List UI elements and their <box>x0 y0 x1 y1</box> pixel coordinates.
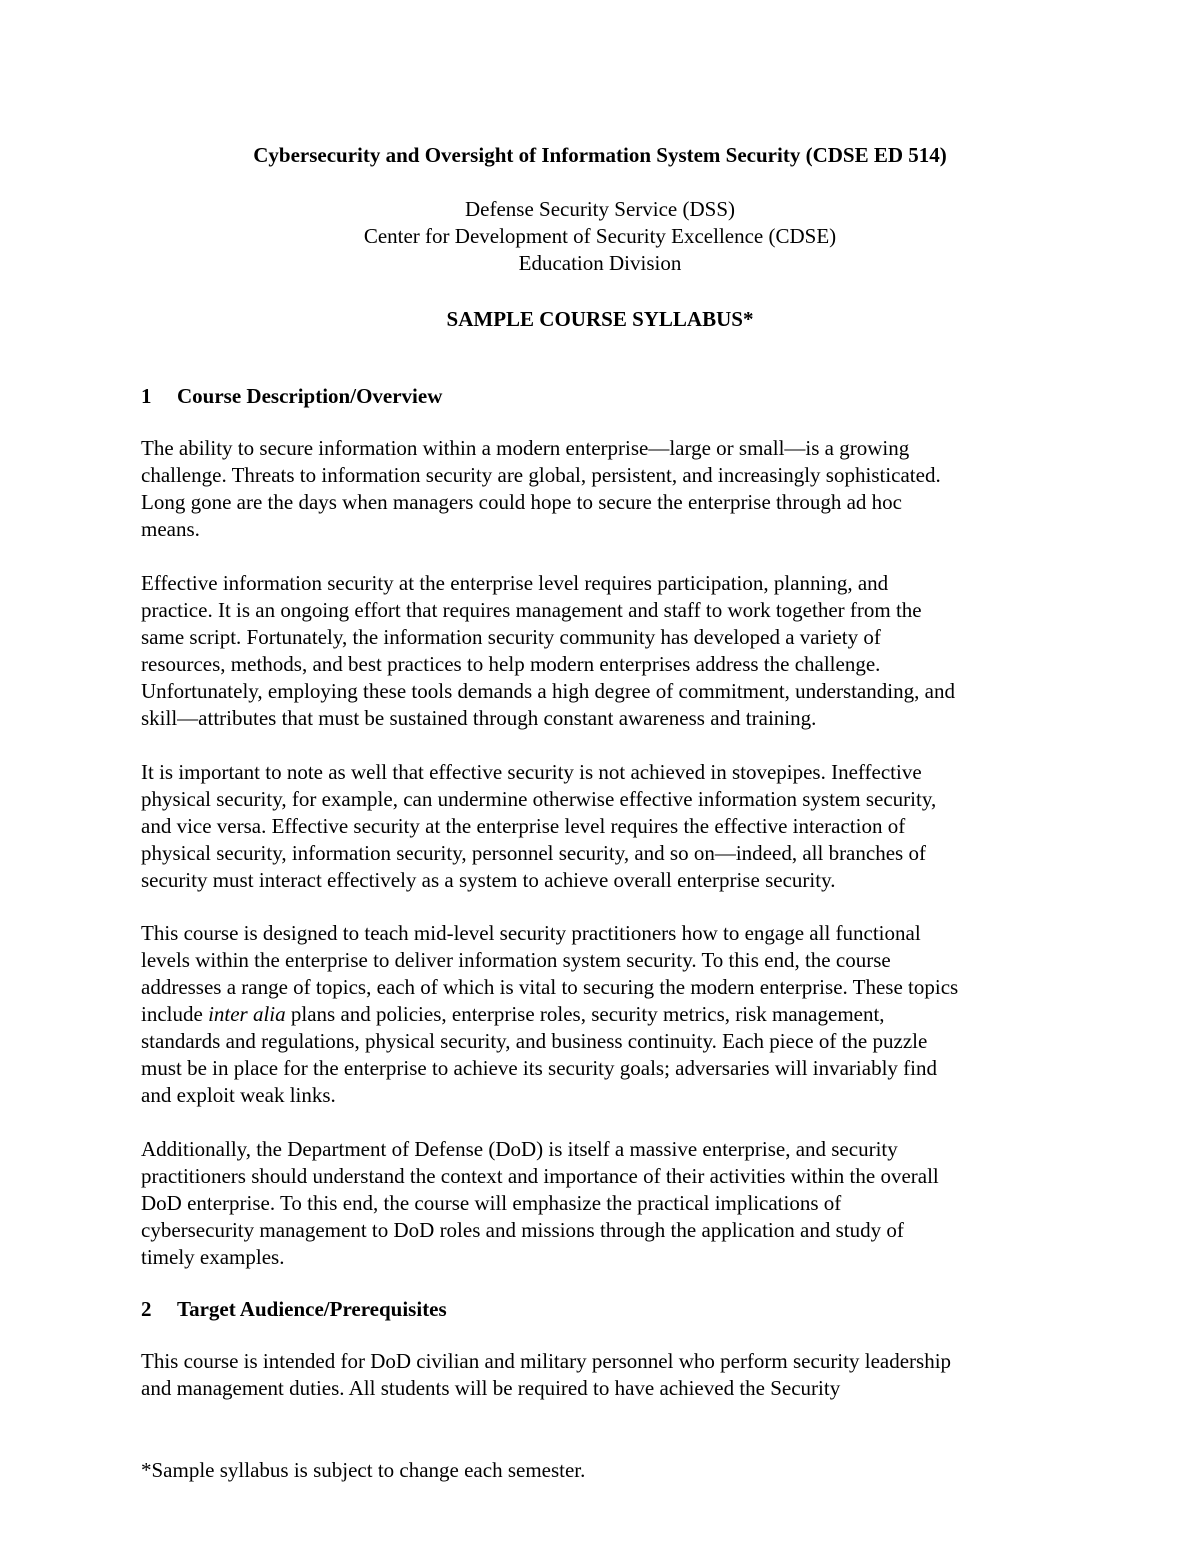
paragraph <box>141 435 1071 543</box>
paragraph-line: physical security, information security, personnel security, and so on—indeed, all branches of <box>141 841 926 865</box>
paragraph <box>141 1136 1071 1271</box>
paragraph-line: practitioners should understand the context and importance of their activities within the overall <box>141 1164 939 1188</box>
section-heading <box>141 383 442 410</box>
paragraph-line: The ability to secure information within a modern enterprise—large or small—is a growing <box>141 436 910 460</box>
paragraph-line: and exploit weak links. <box>141 1083 336 1107</box>
paragraph-line: resources, methods, and best practices to help modern enterprises address the challenge. <box>141 652 881 676</box>
organization-block <box>0 196 1200 277</box>
paragraph-line: must be in place for the enterprise to achieve its security goals; adversaries will invariably find <box>141 1056 937 1080</box>
section-title: Course Description/Overview <box>177 384 443 408</box>
paragraph-line <box>141 1001 1071 1028</box>
paragraph-line: challenge. Threats to information security are global, persistent, and increasingly sophisticated. <box>141 463 941 487</box>
paragraph-line: and management duties. All students will be required to have achieved the Security <box>141 1376 841 1400</box>
paragraph-line: physical security, for example, can undermine otherwise effective information system security, <box>141 787 937 811</box>
section-heading <box>141 1296 447 1323</box>
italic-phrase: inter alia <box>208 1002 286 1026</box>
organization-line: Education Division <box>518 251 682 275</box>
paragraph-line: skill—attributes that must be sustained through constant awareness and training. <box>141 706 817 730</box>
paragraph-line: Long gone are the days when managers could hope to secure the enterprise through ad hoc <box>141 490 902 514</box>
paragraph-line: It is important to note as well that effective security is not achieved in stovepipes. Ineffective <box>141 760 922 784</box>
paragraph <box>141 570 1071 732</box>
paragraph-line: DoD enterprise. To this end, the course will emphasize the practical implications of <box>141 1191 842 1215</box>
paragraph-line: means. <box>141 517 200 541</box>
paragraph-line: timely examples. <box>141 1245 285 1269</box>
paragraph <box>141 759 1071 894</box>
section-title: Target Audience/Prerequisites <box>177 1297 447 1321</box>
paragraph-line: addresses a range of topics, each of which is vital to securing the modern enterprise. These topics <box>141 975 959 999</box>
paragraph-line: standards and regulations, physical security, and business continuity. Each piece of the puzzle <box>141 1029 928 1053</box>
paragraph-line: Additionally, the Department of Defense (DoD) is itself a massive enterprise, and security <box>141 1137 898 1161</box>
paragraph <box>141 1348 1071 1402</box>
paragraph-line: Unfortunately, employing these tools demands a high degree of commitment, understanding, and <box>141 679 955 703</box>
paragraph-line: This course is intended for DoD civilian and military personnel who perform security leadership <box>141 1349 952 1373</box>
paragraph-line: Effective information security at the enterprise level requires participation, planning, and <box>141 571 889 595</box>
paragraph-line: This course is designed to teach mid-level security practitioners how to engage all functional <box>141 921 921 945</box>
line-start: include <box>141 1002 209 1026</box>
paragraph-line: same script. Fortunately, the information security community has developed a variety of <box>141 625 881 649</box>
paragraph-line: security must interact effectively as a system to achieve overall enterprise security. <box>141 868 836 892</box>
organization-line: Defense Security Service (DSS) <box>464 197 735 221</box>
section-number: 2 <box>141 1297 152 1321</box>
section-number: 1 <box>141 384 152 408</box>
paragraph-line: and vice versa. Effective security at the enterprise level requires the effective interaction of <box>141 814 906 838</box>
document-title: Cybersecurity and Oversight of Information System Security (CDSE ED 514) <box>253 143 947 167</box>
paragraph <box>141 920 1071 1109</box>
paragraph-line: cybersecurity management to DoD roles and missions through the application and study of <box>141 1218 904 1242</box>
line-rest: plans and policies, enterprise roles, security metrics, risk management, <box>285 1002 885 1026</box>
paragraph-line: practice. It is an ongoing effort that requires management and staff to work together from the <box>141 598 922 622</box>
organization-line: Center for Development of Security Excellence (CDSE) <box>363 224 837 248</box>
paragraph-line: levels within the enterprise to deliver information system security. To this end, the course <box>141 948 891 972</box>
syllabus-subtitle: SAMPLE COURSE SYLLABUS* <box>446 307 754 331</box>
footnote: *Sample syllabus is subject to change each semester. <box>141 1458 586 1482</box>
